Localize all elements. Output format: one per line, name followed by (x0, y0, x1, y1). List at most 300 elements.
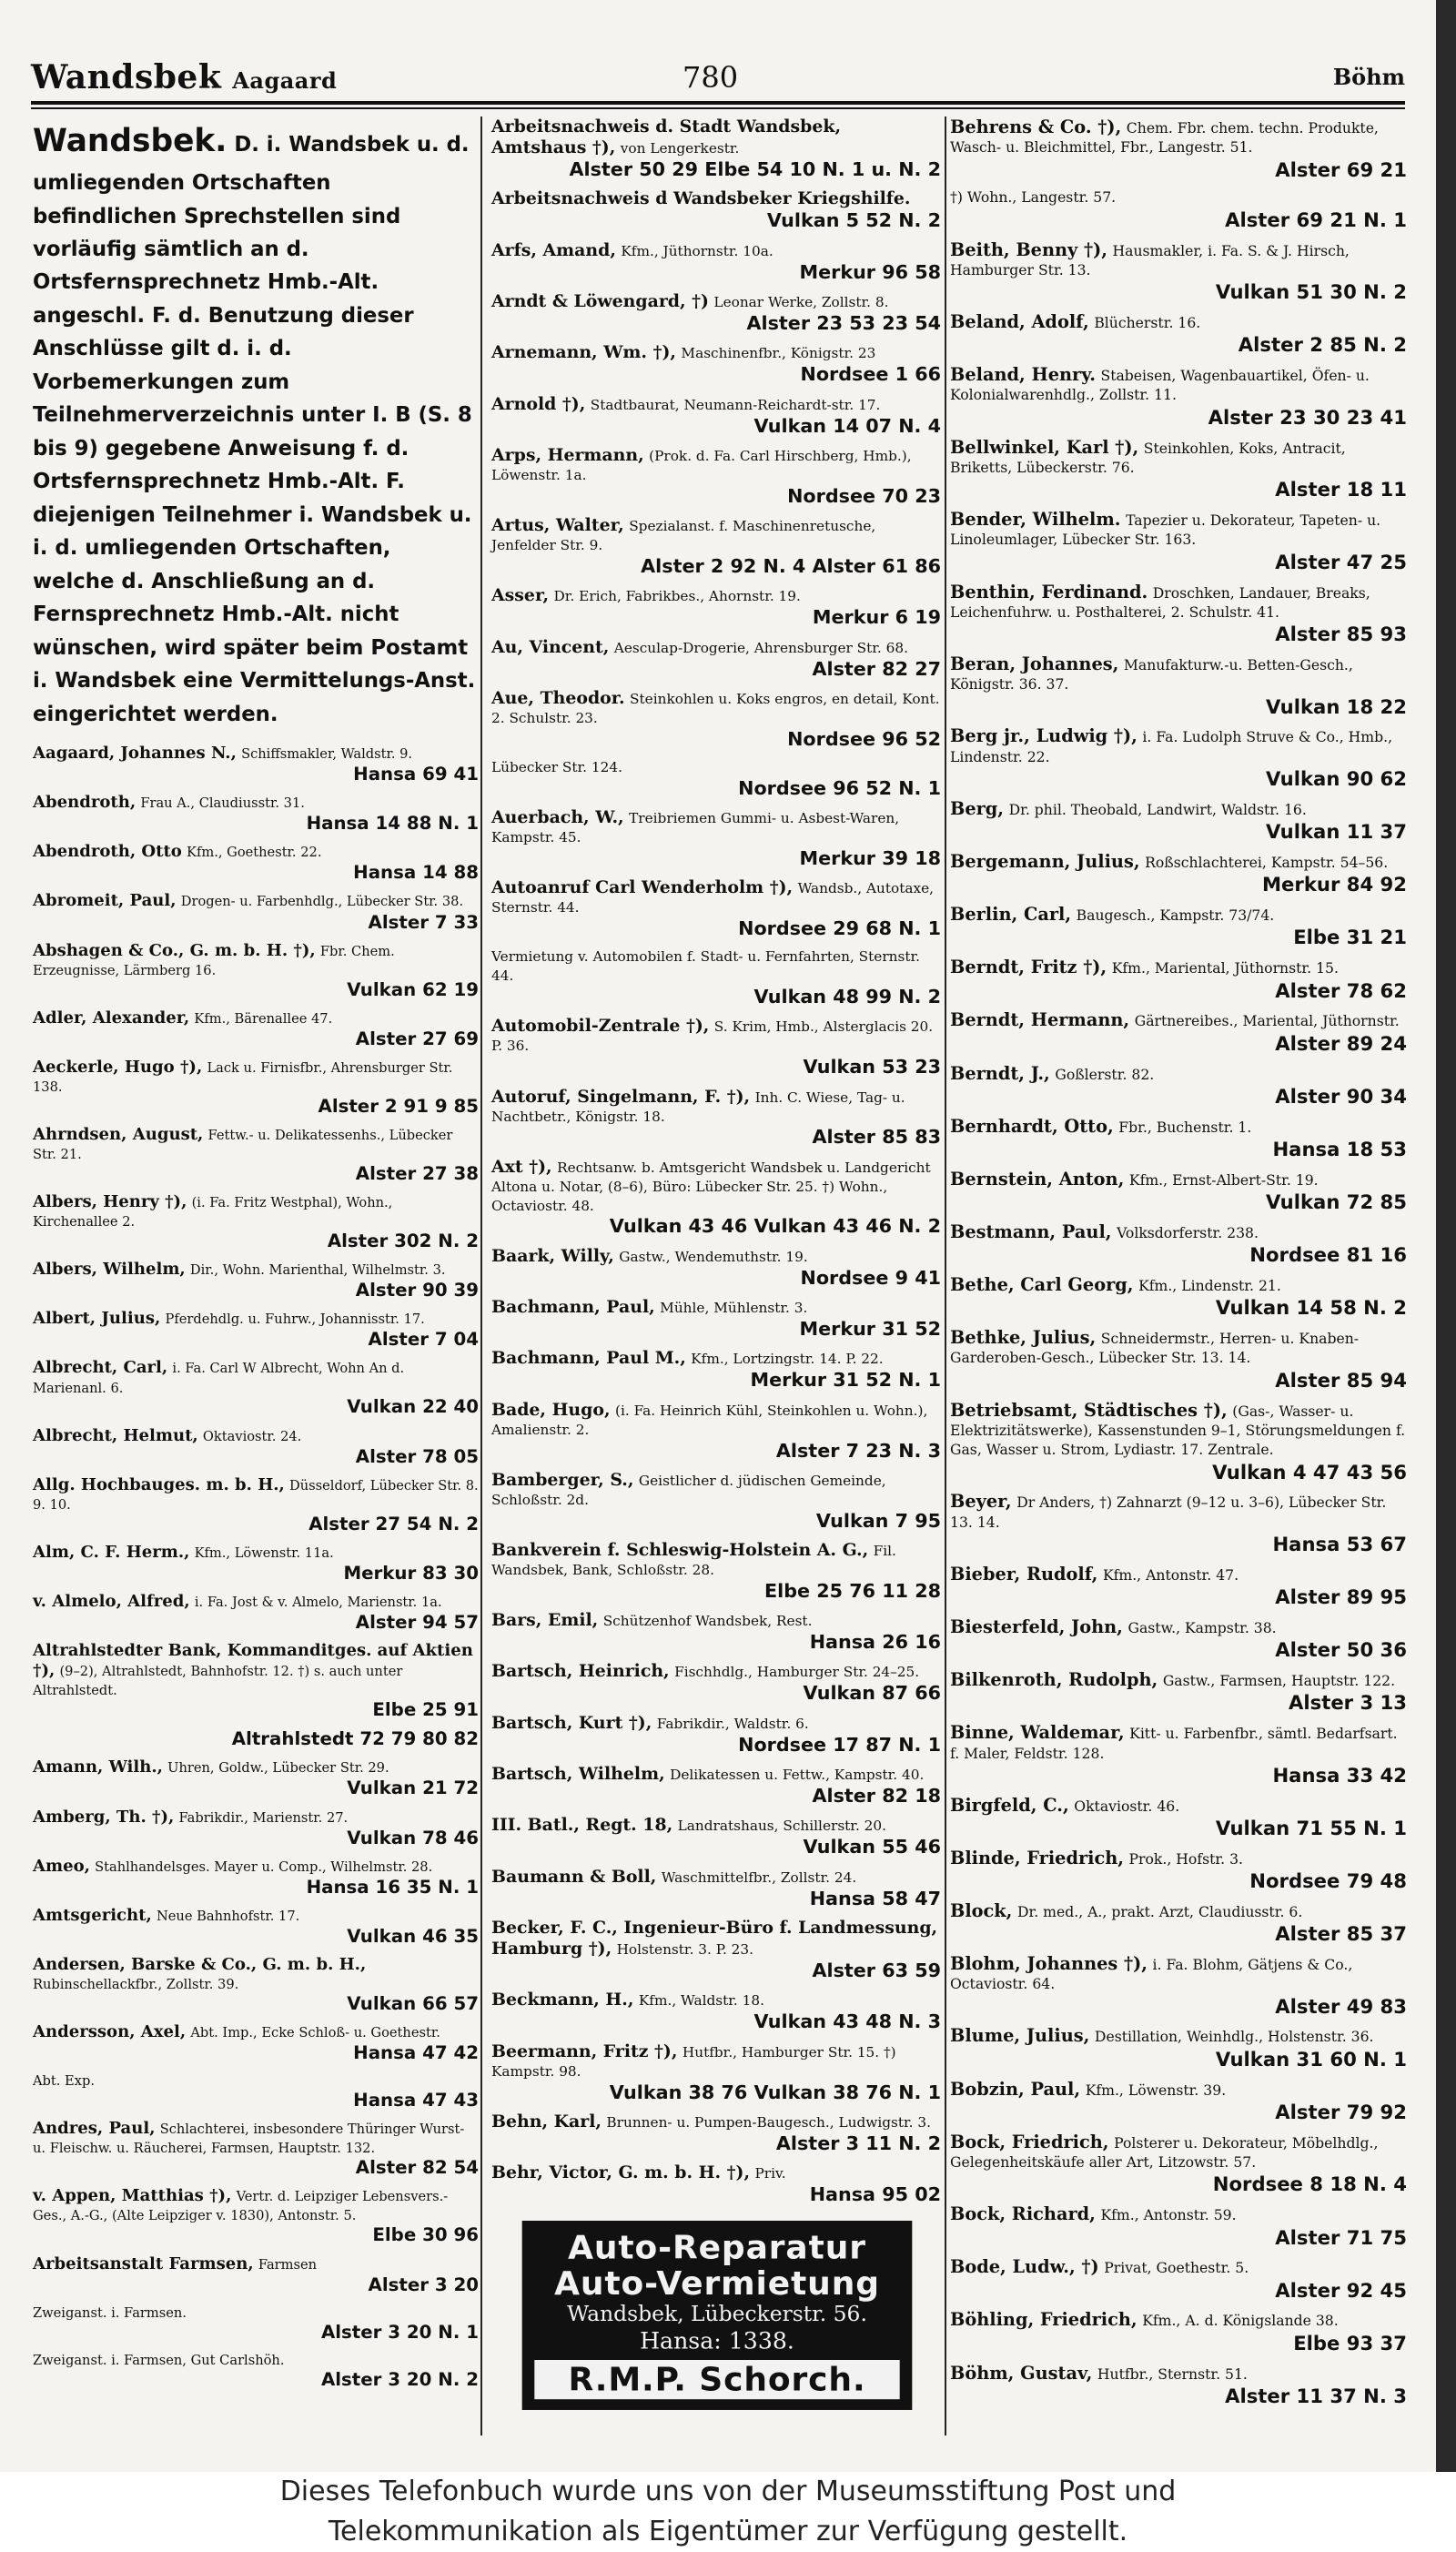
phone-number: Vulkan 43 46 Vulkan 43 46 N. 2 (609, 1215, 941, 1238)
phone-number: Merkur 84 92 (1261, 873, 1407, 896)
listing-details: Holstenstr. 3. P. 23. (616, 1941, 753, 1959)
listing-name: Andres, Paul, (33, 2119, 156, 2139)
listing-name: Andersson, Axel, (33, 2022, 187, 2042)
listing-name: Beland, Henry. (950, 364, 1096, 386)
listing-name: Bachmann, Paul M., (491, 1348, 686, 1369)
listing-entry (491, 291, 941, 335)
listing-entry (950, 1116, 1407, 1161)
listing-entry (491, 1348, 941, 1392)
listing-details: Zweiganst. i. Farmsen. (33, 2304, 187, 2321)
listing-name: Ameo, (33, 1856, 90, 1876)
listing-name: Bartsch, Wilhelm, (491, 1764, 665, 1785)
listing-entry (950, 437, 1407, 501)
listing-name: Asser, (491, 585, 550, 606)
listing-details: Dir., Wohn. Marienthal, Wilhelmstr. 3. (189, 1262, 446, 1279)
listing-name: Bethe, Carl Georg, (950, 1274, 1134, 1295)
listing-entry (491, 342, 941, 386)
listing-name: Biesterfeld, John, (950, 1615, 1123, 1637)
intro-text: D. i. Wandsbek u. d. umliegenden Ortschaften befindlichen Sprechstellen sind vorläufig sämtlich an d. Ortsfernsprechnetz Hmb.-Alt. angeschl. F. d. Benutzung dieser Anschlüsse gilt d. i. d. Vorbemerkungen zum Teilnehmerverzeichnis unter I. B (S. 8 bis 9) gegebene Anweisung f. d. Ortsfernsprechnetz Hmb.-Alt. F. diejenigen Teilnehmer i. Wandsbek u. i. d. umliegenden Ortschaften, welche d. Anschließung an d. Fernsprechnetz Hmb.-Alt. nicht wünschen, wird später beim Postamt i. Wandsbek eine Vermittelungs-Anst. eingerichtet werden. (33, 133, 476, 726)
listing-entry (950, 2132, 1407, 2196)
ad-company: R.M.P. Schorch. (534, 2360, 899, 2399)
listing-details: Manufakturw.-u. Betten-Gesch., Königstr. 36. 37. (950, 655, 1353, 694)
scan-edge (1436, 0, 1456, 2472)
phone-number: Hansa 95 02 (809, 2183, 941, 2206)
phone-number: Alster 89 24 (1275, 1031, 1407, 1055)
listing-name: Adler, Alexander, (33, 1008, 190, 1028)
listing-details: Dr. med., A., prakt. Arzt, Claudiusstr. 6. (1016, 1902, 1303, 1920)
listing-entry (33, 1955, 479, 2015)
listing-entry (491, 188, 941, 232)
listing-entry (491, 1087, 941, 1149)
phone-number: Alster 23 30 23 41 (1208, 405, 1407, 429)
listing-details: Kfm., Lortzingstr. 14. P. 22. (691, 1351, 884, 1368)
listing-details: Baugesch., Kampstr. 73/74. (1076, 906, 1275, 925)
listing-entry (950, 1795, 1407, 1840)
intro-notice (33, 116, 479, 731)
listing-entry (33, 2119, 479, 2179)
phone-number: Vulkan 62 19 (347, 978, 479, 1000)
listing-details: Fil. Wandsbek, Bank, Schloßstr. 28. (491, 1542, 896, 1578)
listing-details: †) Wohn., Langestr. 57. (950, 188, 1117, 207)
phone-number: Vulkan 31 60 N. 1 (1215, 2047, 1407, 2071)
listing-entry (950, 1327, 1407, 1392)
listing-details: Lack u. Firnisfbr., Ahrensburger Str. 138. (33, 1059, 453, 1095)
listing-entry (33, 2351, 479, 2391)
listing-details: Hutfbr., Hamburger Str. 15. †) Kampstr. 98. (491, 2043, 896, 2080)
listing-details: Lübecker Str. 124. (491, 759, 622, 776)
listing-details: Neue Bahnhofstr. 17. (157, 1908, 300, 1924)
listing-name: Bieber, Rudolf, (950, 1563, 1098, 1585)
listing-details: Rubinschellackfbr., Zollstr. 39. (33, 1977, 239, 1993)
listing-details: Kfm., Mariental, Jüthornstr. 15. (1111, 959, 1339, 977)
listing-entry (950, 2203, 1407, 2249)
listing-entry (950, 957, 1407, 1002)
listing-entry (950, 1722, 1407, 1787)
listing-entry (950, 725, 1407, 790)
phone-number: Alster 94 57 (355, 1612, 479, 1634)
listing-details: Zweiganst. i. Farmsen, Gut Carlshöh. (33, 2352, 285, 2368)
listing-entry (950, 2363, 1407, 2408)
phone-number: Nordsee 9 41 (800, 1266, 941, 1289)
header-city: Wandsbek (31, 58, 222, 96)
phone-number: Vulkan 14 58 N. 2 (1215, 1296, 1407, 1320)
listing-details: Kfm., Bärenallee 47. (194, 1010, 333, 1027)
entry-list (33, 744, 479, 2391)
listing-name: Abendroth, Otto (33, 842, 182, 862)
listing-details: Schützenhof Wandsbek, Rest. (602, 1613, 813, 1630)
phone-number: Alster 82 27 (812, 657, 941, 680)
listing-entry (491, 807, 941, 870)
listing-name: Blohm, Johannes †), (950, 1953, 1148, 1975)
listing-entry (950, 582, 1407, 646)
listing-entry (950, 509, 1407, 573)
phone-number: Vulkan 53 23 (803, 1056, 941, 1079)
listing-details: i. Fa. Ludolph Struve & Co., Hmb., Lindenstr. 22. (950, 728, 1393, 765)
listing-details: Goßlerstr. 82. (1055, 1065, 1155, 1083)
listing-name: Block, (950, 1899, 1013, 1921)
listing-details: Droschken, Landauer, Breaks, Leichenfuhrw. u. Posthalterei, 2. Schulstr. 41. (950, 583, 1370, 621)
listing-name: Bachmann, Paul, (491, 1297, 655, 1317)
listing-details: Steinkohlen, Koks, Antracit, Briketts, Lübeckerstr. 76. (950, 439, 1346, 476)
listing-details: Pferdehdlg. u. Fuhrw., Johannisstr. 17. (165, 1311, 425, 1328)
phone-number: Alster 27 38 (355, 1162, 479, 1184)
header-first-entry: Aagaard (232, 67, 338, 94)
intro-lead: Wandsbek. (33, 123, 228, 159)
listing-name: Allg. Hochbauges. m. b. H., (33, 1474, 285, 1494)
listing-details: Abt. Exp. (33, 2073, 95, 2090)
phone-number: Alster 78 05 (355, 1445, 479, 1467)
listing-name: Aue, Theodor. (491, 687, 625, 708)
phone-number: Alster 89 95 (1275, 1585, 1407, 1609)
listing-name: Arnold †), (491, 393, 586, 414)
column-divider (480, 116, 482, 2436)
listing-details: Kfm., Antonstr. 59. (1100, 2206, 1237, 2224)
listing-name: Behr, Victor, G. m. b. H. †), (491, 2162, 751, 2183)
listing-details: Kfm., Goethestr. 22. (187, 845, 322, 861)
listing-name: Beland, Adolf, (950, 311, 1089, 333)
listing-details: Steinkohlen u. Koks engros, en detail, Kont. 2. Schulstr. 23. (491, 690, 940, 726)
column-1 (33, 116, 479, 2398)
phone-number: Nordsee 81 16 (1249, 1243, 1407, 1267)
listing-entry (33, 2304, 479, 2344)
listing-name: Bobzin, Paul, (950, 2078, 1081, 2100)
listing-entry (33, 1426, 479, 1468)
listing-details: Stadtbaurat, Neumann-Reichardt-str. 17. (590, 396, 881, 413)
listing-name: Böhling, Friedrich, (950, 2309, 1138, 2331)
listing-name: Böhm, Gustav, (950, 2362, 1093, 2384)
listing-entry (491, 116, 941, 181)
listing-details: Schneidermstr., Herren- u. Knaben-Garderoben-Gesch., Lübecker Str. 13. 14. (950, 1330, 1360, 1367)
listing-details: Brunnen- u. Pumpen-Baugesch., Ludwigstr. 3. (606, 2113, 932, 2131)
listing-details: Kfm., Waldstr. 18. (638, 1992, 764, 2010)
listing-entry (950, 1616, 1407, 1662)
listing-name: Beyer, (950, 1491, 1012, 1513)
phone-number: Alster 2 91 9 85 (318, 1095, 479, 1117)
listing-name: Bartsch, Heinrich, (491, 1661, 670, 1682)
phone-number: Alster 50 36 (1275, 1638, 1407, 1662)
listing-details: Spezialanst. f. Maschinenretusche, Jenfelder Str. 9. (491, 518, 876, 554)
listing-details: Tapezier u. Dekorateur, Tapeten- u. Linoleumlager, Lübecker Str. 163. (950, 511, 1381, 549)
phone-number: Vulkan 46 35 (347, 1925, 479, 1947)
listing-name: Berg, (950, 797, 1005, 819)
phone-number: Alster 90 34 (1275, 1084, 1407, 1108)
listing-entry (33, 2071, 479, 2111)
listing-entry (33, 1543, 479, 1585)
listing-details: Hausmakler, i. Fa. S. & J. Hirsch, Hamburger Str. 13. (950, 241, 1350, 278)
listing-details: Priv. (754, 2165, 786, 2182)
listing-entry (950, 116, 1407, 181)
column-divider (945, 116, 946, 2436)
listing-name: Arps, Hermann, (491, 444, 644, 465)
listing-entry (33, 1808, 479, 1849)
listing-details: Maschinenfbr., Königstr. 23 (681, 345, 876, 362)
listing-entry (33, 1125, 479, 1185)
listing-name: Berndt, Hermann, (950, 1009, 1130, 1031)
listing-name: Autoanruf Carl Wenderholm †), (491, 877, 794, 898)
phone-number: Vulkan 55 46 (803, 1836, 941, 1858)
listing-entry (33, 2254, 479, 2296)
listing-details: (i. Fa. Heinrich Kühl, Steinkohlen u. Wohn.), Amalienstr. 2. (491, 1402, 928, 1438)
listing-details: Mühle, Mühlenstr. 3. (660, 1300, 808, 1316)
listing-entry (950, 2309, 1407, 2355)
listing-entry (491, 1246, 941, 1290)
phone-number: Nordsee 29 68 N. 1 (738, 917, 941, 940)
phone-number: Vulkan 72 85 (1266, 1190, 1407, 1214)
listing-entry (33, 1857, 479, 1899)
listing-entry (491, 1016, 941, 1079)
listing-details: Vermietung v. Automobilen f. Stadt- u. Fernfahrten, Sternstr. 44. (491, 948, 921, 985)
phone-number: Nordsee 70 23 (787, 484, 941, 507)
listing-name: Arbeitsnachweis d. Stadt Wandsbek, Amtshaus †), (491, 116, 842, 158)
listing-name: Bock, Richard, (950, 2203, 1096, 2225)
header-rule-thin (31, 107, 1405, 109)
phone-number: Hansa 69 41 (353, 764, 479, 785)
listing-name: Arnemann, Wm. †), (491, 342, 676, 363)
listing-details: Wandsb., Autotaxe, Sternstr. 44. (491, 880, 935, 916)
listing-name: Bernstein, Anton, (950, 1168, 1125, 1190)
listing-name: Baumann & Boll, (491, 1866, 657, 1887)
listing-entry (491, 2041, 941, 2104)
page-number: 780 (682, 60, 739, 95)
listing-name: Berg jr., Ludwig †), (950, 725, 1138, 747)
listing-name: Arbeitsanstalt Farmsen, (33, 2253, 254, 2274)
listing-name: Bars, Emil, (491, 1610, 599, 1631)
listing-name: Abendroth, (33, 793, 136, 813)
listing-entry (491, 947, 941, 1008)
listing-entry (950, 188, 1407, 231)
phone-number: Alster 78 62 (1275, 978, 1407, 1002)
phone-number: Alster 23 53 23 54 (746, 312, 941, 335)
phone-number: Vulkan 7 95 (815, 1509, 941, 1532)
phone-number: Alster 79 92 (1275, 2100, 1407, 2123)
listing-name: Beermann, Fritz †), (491, 2041, 678, 2061)
listing-entry (491, 1400, 941, 1463)
listing-entry (950, 904, 1407, 949)
phone-number: Alster 302 N. 2 (327, 1230, 479, 1252)
phone-number: Alster 7 33 (368, 911, 479, 933)
phone-number: Elbe 31 21 (1293, 926, 1407, 949)
listing-name: Amberg, Th. †), (33, 1807, 175, 1827)
listing-details: Aesculap-Drogerie, Ahrensburger Str. 68. (613, 639, 908, 656)
phone-number: Hansa 47 42 (353, 2042, 479, 2064)
listing-details: Gastw., Kampstr. 38. (1127, 1618, 1277, 1636)
listing-details: Frau A., Claudiusstr. 31. (140, 795, 305, 812)
listing-name: Abshagen & Co., G. m. b. H. †), (33, 940, 316, 960)
listing-name: Autoruf, Singelmann, F. †), (491, 1086, 751, 1107)
listing-name: Behrens & Co. †), (950, 116, 1122, 137)
listing-details: i. Fa. Blohm, Gätjens & Co., Octaviostr. 64. (950, 1956, 1353, 1993)
listing-name: Artus, Walter, (491, 515, 624, 536)
phone-number: Alster 27 69 (355, 1028, 479, 1049)
listing-name: Bilkenroth, Rudolph, (950, 1669, 1158, 1691)
listing-name: Automobil-Zentrale †), (491, 1016, 710, 1037)
listing-name: Baark, Willy, (491, 1245, 614, 1266)
listing-details: Privat, Goethestr. 5. (1104, 2259, 1249, 2277)
phone-number: Alster 3 11 N. 2 (775, 2132, 941, 2154)
phone-number: Hansa 33 42 (1272, 1763, 1407, 1787)
listing-name: Amann, Wilh., (33, 1757, 163, 1777)
phone-number: Hansa 18 53 (1272, 1137, 1407, 1160)
listing-details: Drogen- u. Farbenhdlg., Lübecker Str. 38. (180, 894, 464, 910)
phone-number: Vulkan 87 66 (803, 1682, 941, 1705)
listing-details: Fbr. Chem. Erzeugnisse, Lärmberg 16. (33, 943, 395, 978)
listing-entry (33, 842, 479, 884)
phone-number: Hansa 14 88 N. 1 (306, 813, 479, 835)
listing-details: Farmsen (258, 2256, 318, 2273)
listing-entry (950, 1274, 1407, 1320)
listing-details: Schlachterei, insbesondere Thüringer Wurst- u. Fleischw. u. Räucherei, Farmsen, Hauptstr. 132. (33, 2122, 465, 2157)
phone-number: Vulkan 43 48 N. 3 (753, 2010, 941, 2033)
listing-entry (33, 793, 479, 835)
listing-entry (950, 1900, 1407, 1946)
listing-entry (33, 1906, 479, 1948)
ad-line: Auto-Vermietung (554, 2265, 880, 2304)
listing-name: Bartsch, Kurt †), (491, 1712, 652, 1733)
column-2 (491, 116, 941, 2431)
phone-number: Vulkan 5 52 N. 2 (766, 209, 941, 232)
listing-details: Hutfbr., Sternstr. 51. (1097, 2365, 1248, 2383)
listing-name: Andersen, Barske & Co., G. m. b. H., (33, 1955, 367, 1975)
listing-name: Abromeit, Paul, (33, 891, 177, 911)
listing-details: Stahlhandelsges. Mayer u. Comp., Wilhelmstr. 28. (95, 1858, 433, 1875)
phone-number: Vulkan 22 40 (347, 1396, 479, 1418)
listing-name: Aagaard, Johannes N., (33, 744, 237, 764)
listing-entry (950, 1169, 1407, 1214)
footer-line: Telekommunikation als Eigentümer zur Verfügung gestellt. (328, 2516, 1128, 2547)
listing-name: Albers, Henry †), (33, 1192, 187, 1212)
phone-number: Merkur 6 19 (812, 606, 941, 629)
listing-details: Vertr. d. Leipziger Lebensvers.-Ges., A.-G., (Alte Leipziger v. 1830), Antonstr. 5. (33, 2189, 449, 2224)
listing-entry (491, 515, 941, 578)
listing-details: Oktaviostr. 46. (1074, 1797, 1180, 1815)
listing-name: Au, Vincent, (491, 636, 610, 657)
listing-name: Bellwinkel, Karl †), (950, 436, 1139, 458)
phone-number: Hansa 14 88 (353, 862, 479, 884)
listing-details: Fabrikdir., Waldstr. 6. (656, 1715, 809, 1732)
phone-number: Alster 71 75 (1275, 2225, 1407, 2249)
listing-name: v. Appen, Matthias †), (33, 2186, 232, 2206)
phone-number: Nordsee 96 52 (787, 727, 941, 750)
listing-details: (Prok. d. Fa. Carl Hirschberg, Hmb.), Löwenstr. 1a. (491, 447, 912, 483)
listing-details: Gastw., Wendemuthstr. 19. (619, 1248, 808, 1265)
ad-address: Wandsbek, Lübeckerstr. 56. (567, 2302, 867, 2327)
listing-entry (950, 2025, 1407, 2071)
phone-number: Elbe 25 76 11 28 (763, 1579, 941, 1602)
entry-list (950, 116, 1407, 2408)
listing-details: von Lengerkestr. (620, 140, 740, 157)
listing-entry (950, 239, 1407, 304)
listing-details: Abt. Imp., Ecke Schloß- u. Goethestr. (190, 2025, 440, 2041)
listing-entry (491, 1713, 941, 1757)
phone-number: Alster 3 20 N. 1 (320, 2321, 479, 2343)
listing-entry (33, 941, 479, 1001)
listing-name: Behn, Karl, (491, 2111, 602, 2132)
listing-entry (491, 394, 941, 438)
listing-entry (950, 1009, 1407, 1055)
footer-line: Dieses Telefonbuch wurde uns von der Museumsstiftung Post und (279, 2476, 1177, 2507)
listing-name: Betriebsamt, Städtisches †), (950, 1399, 1228, 1421)
phone-number: Nordsee 17 87 N. 1 (738, 1733, 941, 1756)
phone-number: Alster 49 83 (1275, 1994, 1407, 2018)
listing-entry (950, 1221, 1407, 1267)
listing-details: Kitt- u. Farbenfbr., sämtl. Bedarfsart. f. Maler, Feldstr. 128. (950, 1725, 1398, 1762)
entry-list (491, 116, 941, 2206)
ad-line: Auto-Reparatur (568, 2229, 866, 2267)
listing-entry (33, 891, 479, 933)
listing-entry (491, 637, 941, 681)
listing-details: Kfm., A. d. Königslande 38. (1142, 2312, 1339, 2330)
phone-number: Elbe 93 37 (1293, 2331, 1407, 2355)
phone-number: Alster 85 37 (1275, 1922, 1407, 1946)
listing-entry (33, 1641, 479, 1721)
listing-entry (33, 1192, 479, 1252)
listing-details: Stabeisen, Wagenbauartikel, Öfen- u. Kolonialwarenhdlg., Zollstr. 11. (950, 367, 1370, 404)
listing-name: Beckmann, H., (491, 1990, 634, 2010)
listing-details: Inh. C. Wiese, Tag- u. Nachtbetr., Königstr. 18. (491, 1089, 905, 1125)
listing-name: Becker, F. C., Ingenieur-Büro f. Landmessung, Hamburg †), (491, 1917, 938, 1960)
listing-name: Birgfeld, C., (950, 1794, 1069, 1816)
phone-number: Merkur 83 30 (343, 1562, 479, 1584)
listing-details: Oktaviostr. 24. (202, 1428, 302, 1444)
listing-details: Roßschlachterei, Kampstr. 54–56. (1145, 854, 1389, 871)
listing-entry (491, 1815, 941, 1858)
listing-entry (950, 851, 1407, 896)
phone-number: Alster 3 20 N. 2 (320, 2368, 479, 2390)
phone-number: Merkur 31 52 N. 1 (750, 1369, 941, 1392)
phone-number: Nordsee 1 66 (800, 363, 941, 386)
phone-number: Alster 50 29 Elbe 54 10 N. 1 u. N. 2 (569, 158, 941, 181)
phone-number: Vulkan 71 55 N. 1 (1215, 1816, 1407, 1839)
listing-name: Bethke, Julius, (950, 1327, 1097, 1349)
listing-details: Treibriemen Gummi- u. Asbest-Waren, Kampstr. 45. (491, 810, 900, 846)
listing-entry (950, 311, 1407, 357)
listing-name: Bock, Friedrich, (950, 2131, 1109, 2152)
listing-entry (33, 1358, 479, 1418)
listing-entry (33, 1058, 479, 1118)
listing-details: Fischhdlg., Hamburger Str. 24–25. (674, 1664, 920, 1681)
phone-number: Nordsee 79 48 (1249, 1869, 1407, 1893)
listing-details: (Gas-, Wasser- u. Elektrizitätswerke), Kassenstunden 9–1, Störungsmeldungen f. Gas, Wasser u. Strom, Lydiastr. 17. Zentrale. (950, 1402, 1406, 1459)
listing-name: Amtsgericht, (33, 1905, 152, 1925)
phone-number: Hansa 26 16 (809, 1631, 941, 1654)
listing-entry (33, 1260, 479, 1301)
listing-details: Kfm., Antonstr. 47. (1102, 1565, 1239, 1584)
listing-name: Axt †), (491, 1156, 552, 1177)
listing-details: Kfm., Jüthornstr. 10a. (621, 242, 774, 259)
listing-entry (491, 1661, 941, 1705)
listing-details: Kfm., Lindenstr. 21. (1138, 1277, 1281, 1294)
listing-entry (950, 364, 1407, 429)
listing-name: Altrahlstedter Bank, Kommanditges. auf Aktien †), (33, 1641, 473, 1681)
listing-name: Albrecht, Carl, (33, 1358, 168, 1378)
listing-name: Berndt, Fritz †), (950, 957, 1107, 978)
listing-entry (950, 1564, 1407, 1609)
listing-entry (491, 2162, 941, 2206)
listing-name: Bergemann, Julius, (950, 851, 1140, 872)
listing-details: Blücherstr. 16. (1094, 314, 1201, 332)
listing-entry (950, 1953, 1407, 2018)
phone-number: Vulkan 21 72 (347, 1777, 479, 1799)
phone-number: Vulkan 18 22 (1266, 694, 1407, 718)
listing-name: Blinde, Friedrich, (950, 1847, 1124, 1868)
listing-details: Rechtsanw. b. Amtsgericht Wandsbek u. Landgericht Altona u. Notar, (8–6), Büro: Lübecker Str. 25. †) Wohn., Octaviostr. 48. (491, 1159, 931, 1214)
listing-name: Albers, Wilhelm, (33, 1260, 186, 1280)
listing-name: Berndt, J., (950, 1062, 1050, 1084)
listing-details: Dr. phil. Theobald, Landwirt, Waldstr. 16. (1008, 800, 1307, 818)
listing-details: Waschmittelfbr., Zollstr. 24. (661, 1868, 857, 1886)
phone-number: Vulkan 48 99 N. 2 (753, 986, 941, 1008)
phone-number: Elbe 30 96 (372, 2224, 479, 2246)
